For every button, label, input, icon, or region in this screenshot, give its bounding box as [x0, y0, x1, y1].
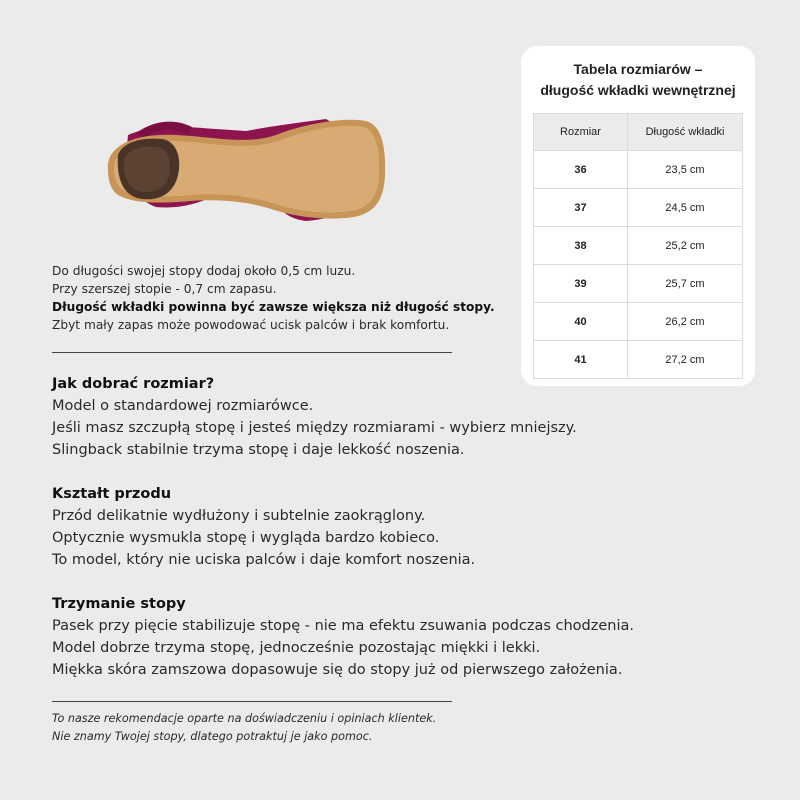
- length-cell: 24,5 cm: [628, 189, 743, 227]
- intro-line: Zbyt mały zapas może powodować ucisk palców i brak komfortu.: [52, 318, 450, 332]
- section-line: Model o standardowej rozmiarówce.: [52, 398, 314, 414]
- section-foot-hold: [52, 593, 752, 681]
- section-line: Slingback stabilnie trzyma stopę i daje lekkość noszenia.: [52, 442, 465, 458]
- header-insole-length: Długość wkładki: [628, 114, 743, 151]
- section-line: Optycznie wysmukla stopę i wygląda bardzo kobieco.: [52, 530, 440, 546]
- shoe-sole-image: [96, 105, 396, 235]
- footnote: [52, 710, 436, 746]
- footnote-line: To nasze rekomendacje oparte na doświadczeniu i opiniach klientek.: [52, 712, 437, 725]
- divider: [52, 352, 452, 353]
- section-line: Przód delikatnie wydłużony i subtelnie zaokrąglony.: [52, 508, 426, 524]
- length-cell: 26,2 cm: [628, 303, 743, 341]
- size-cell: 38: [534, 227, 628, 265]
- table-row: [534, 151, 743, 189]
- table-row: [534, 303, 743, 341]
- length-cell: 23,5 cm: [628, 151, 743, 189]
- length-cell: 27,2 cm: [628, 341, 743, 379]
- intro-line-bold: Długość wkładki powinna być zawsze większa niż długość stopy.: [52, 300, 495, 314]
- table-row: [534, 189, 743, 227]
- intro-line: Przy szerszej stopie - 0,7 cm zapasu.: [52, 282, 277, 296]
- size-table: [533, 113, 743, 379]
- table-row: [534, 265, 743, 303]
- intro-line: Do długości swojej stopy dodaj około 0,5 cm luzu.: [52, 264, 356, 278]
- footnote-line: Nie znamy Twojej stopy, dlatego potraktuj je jako pomoc.: [52, 730, 373, 743]
- size-table-title-line: długość wkładki wewnętrznej: [540, 82, 736, 98]
- length-cell: 25,2 cm: [628, 227, 743, 265]
- section-title: Trzymanie stopy: [52, 596, 186, 612]
- size-cell: 41: [534, 341, 628, 379]
- header-size: Rozmiar: [534, 114, 628, 151]
- size-cell: 40: [534, 303, 628, 341]
- size-table-card: [521, 46, 755, 386]
- section-line: Pasek przy pięcie stabilizuje stopę - nie ma efektu zsuwania podczas chodzenia.: [52, 618, 634, 634]
- section-how-to-choose-size: [52, 373, 752, 461]
- section-line: Miękka skóra zamszowa dopasowuje się do stopy już od pierwszego założenia.: [52, 662, 623, 678]
- size-table-title-line: Tabela rozmiarów –: [573, 61, 703, 77]
- size-cell: 39: [534, 265, 628, 303]
- heel-top: [124, 147, 170, 193]
- section-title: Kształt przodu: [52, 486, 172, 502]
- size-cell: 37: [534, 189, 628, 227]
- size-cell: 36: [534, 151, 628, 189]
- size-table-header-row: [534, 114, 743, 151]
- table-row: [534, 227, 743, 265]
- section-line: Model dobrze trzyma stopę, jednocześnie pozostając miękki i lekki.: [52, 640, 541, 656]
- divider: [52, 701, 452, 702]
- section-line: To model, który nie uciska palców i daje komfort noszenia.: [52, 552, 476, 568]
- length-cell: 25,7 cm: [628, 265, 743, 303]
- table-row: [534, 341, 743, 379]
- fit-advice-intro: [52, 262, 522, 334]
- section-title: Jak dobrać rozmiar?: [52, 376, 215, 392]
- section-line: Jeśli masz szczupłą stopę i jesteś między rozmiarami - wybierz mniejszy.: [52, 420, 577, 436]
- size-table-title: [521, 59, 755, 101]
- section-toe-shape: [52, 483, 752, 571]
